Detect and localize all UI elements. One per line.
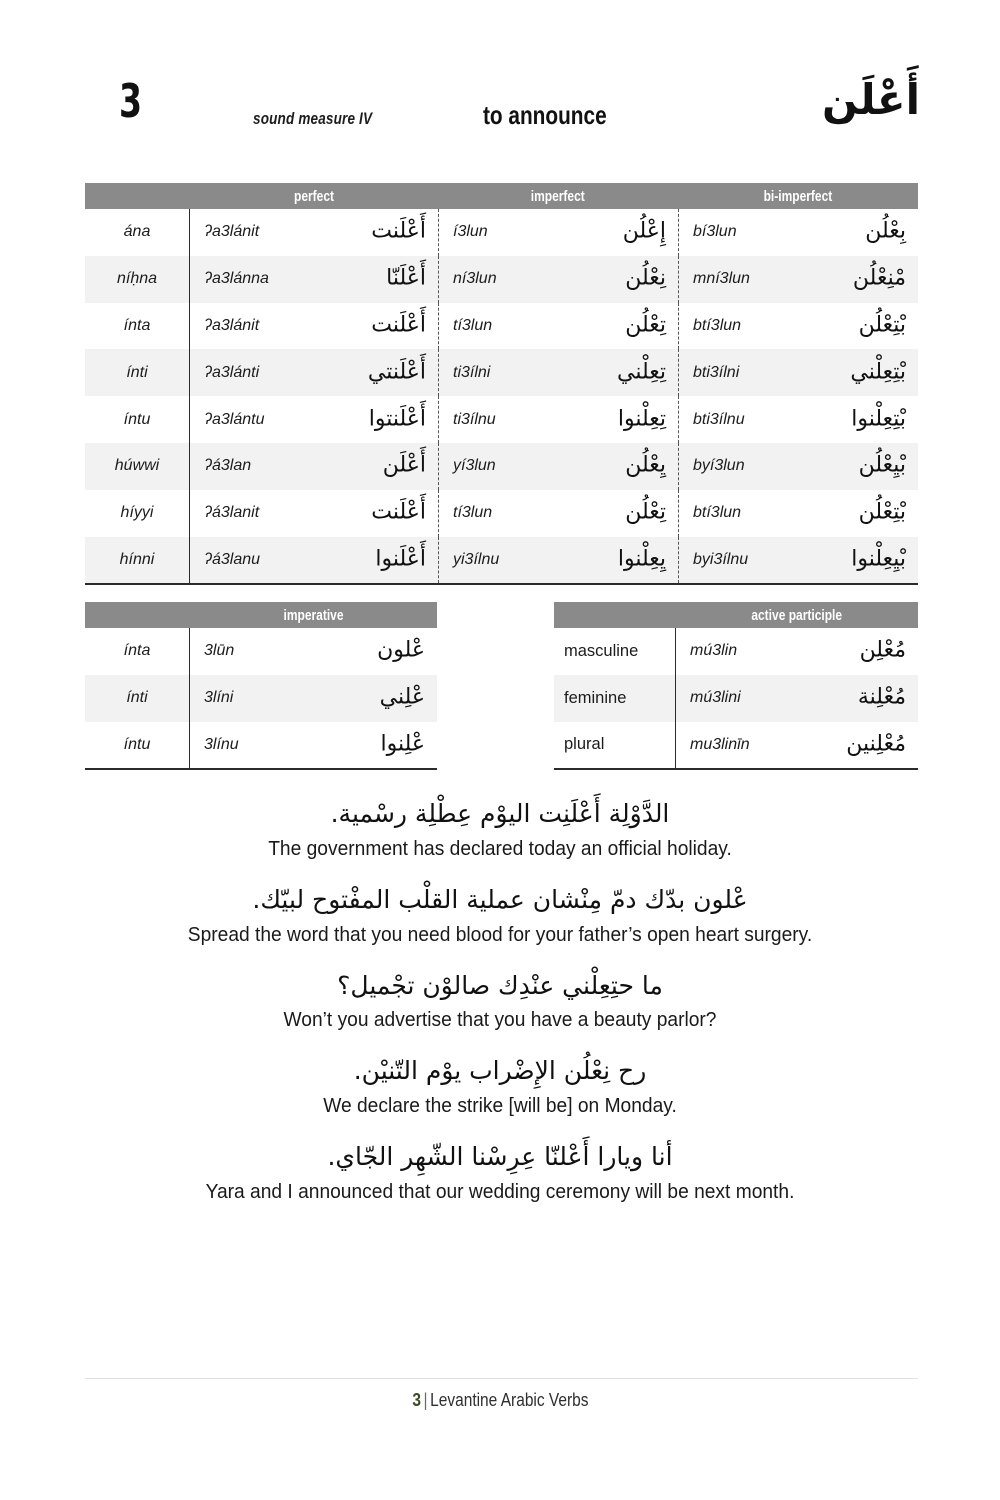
transliteration: tí3lun	[453, 504, 493, 522]
example-sentence	[60, 1052, 940, 1120]
transliteration: btí3lun	[693, 504, 742, 522]
gender-label-cell: plural	[554, 722, 676, 769]
transliteration: 3líni	[204, 689, 234, 707]
table-row	[85, 722, 437, 769]
transliteration: mní3lun	[693, 270, 750, 288]
example-sentence	[60, 795, 940, 863]
transliteration: ʔa3lánti	[204, 363, 260, 381]
arabic-form: عْلون	[377, 637, 425, 663]
example-translation: We declare the strike [will be] on Monday.	[323, 1095, 677, 1117]
column-header-pronoun	[85, 183, 190, 209]
column-header-imperative: imperative	[190, 602, 437, 628]
table-row	[85, 303, 918, 350]
transliteration: ʔa3lánna	[204, 270, 269, 288]
arabic-form: نِعْلُن	[625, 265, 666, 291]
bi-imperfect-cell	[678, 537, 918, 584]
arabic-form: إِعْلُن	[622, 218, 666, 244]
transliteration: bti3ílni	[693, 363, 740, 381]
active-participle-table	[554, 602, 918, 770]
participle-cell	[676, 628, 918, 675]
arabic-form: عْلِنوا	[380, 731, 425, 757]
pronoun-cell: íntu	[85, 396, 190, 443]
perfect-cell	[190, 490, 438, 537]
transliteration: mu3linīn	[690, 735, 750, 753]
arabic-form: مُعْلِنين	[846, 731, 906, 757]
conjugation-table-header-row	[85, 183, 918, 209]
imperative-cell	[190, 628, 437, 675]
transliteration: 3lūn	[204, 642, 235, 660]
participle-header-spacer	[554, 602, 676, 628]
footer-book-title: Levantine Arabic Verbs	[429, 1390, 589, 1410]
example-translation: Yara and I announced that our wedding ceremony will be next month.	[205, 1180, 795, 1203]
arabic-form: بْتِعْلُن	[858, 312, 906, 338]
example-arabic: أنا ويارا أَعْلنّا عِرِسْنا الشّهِر الجّاي.	[327, 1142, 673, 1171]
transliteration: yi3ílnu	[453, 550, 500, 568]
example-arabic: ما حتِعِلْني عنْدِك صالوْن تجْميل؟	[337, 970, 663, 1000]
example-translation: The government has declared today an official holiday.	[268, 837, 732, 860]
arabic-form: تِعِلْنوا	[617, 406, 666, 432]
example-arabic: رح نِعْلُن الإِضْراب يوْم التّنيْن.	[353, 1056, 647, 1086]
transliteration: btí3lun	[693, 316, 742, 334]
example-translation: Won’t you advertise that you have a beauty parlor?	[283, 1009, 717, 1032]
transliteration: í3lun	[453, 223, 488, 241]
arabic-form: تِعْلُن	[625, 499, 666, 525]
bi-imperfect-cell	[678, 303, 918, 350]
imperfect-cell	[438, 209, 678, 256]
imperfect-cell	[438, 443, 678, 490]
transliteration: bti3ílnu	[693, 410, 745, 428]
perfect-cell	[190, 396, 438, 443]
footer-page-number: 3	[411, 1390, 421, 1410]
example-arabic: الدَّوْلِة أَعْلَنِت اليوْم عِطْلِة رسْمية.	[330, 799, 670, 828]
participle-cell	[676, 675, 918, 722]
pronoun-cell: ínta	[85, 628, 190, 675]
footer-separator: |	[423, 1390, 428, 1410]
arabic-form: بْيِعْلُن	[858, 452, 906, 478]
arabic-form: تِعِلْني	[617, 359, 666, 385]
verb-measure-label: sound measure IV	[253, 110, 373, 128]
transliteration: tí3lun	[453, 316, 493, 334]
participle-table-body	[554, 628, 918, 770]
table-row	[85, 349, 918, 396]
arabic-form: أَعْلَنتوا	[368, 406, 426, 432]
transliteration: ʔa3lánit	[204, 223, 260, 241]
imperfect-cell	[438, 349, 678, 396]
table-row	[85, 675, 437, 722]
participle-cell	[676, 722, 918, 769]
table-row	[85, 490, 918, 537]
table-row	[85, 537, 918, 584]
transliteration: yí3lun	[453, 457, 496, 475]
imperfect-cell	[438, 303, 678, 350]
perfect-cell	[190, 256, 438, 303]
perfect-cell	[190, 303, 438, 350]
pronoun-cell: níḥna	[85, 256, 190, 303]
arabic-form: يِعِلْنوا	[617, 546, 666, 572]
column-header-perfect: perfect	[190, 183, 438, 209]
imperative-cell	[190, 722, 437, 769]
perfect-cell	[190, 209, 438, 256]
pronoun-cell: híyyi	[85, 490, 190, 537]
transliteration: ʔá3lan	[204, 457, 252, 475]
imperative-cell	[190, 675, 437, 722]
pronoun-cell: ínti	[85, 675, 190, 722]
arabic-form: تِعْلُن	[625, 312, 666, 338]
transliteration: 3línu	[204, 735, 239, 753]
example-sentence	[60, 881, 940, 949]
gender-label-cell: feminine	[554, 675, 676, 722]
perfect-cell	[190, 443, 438, 490]
bi-imperfect-cell	[678, 349, 918, 396]
example-sentences	[60, 795, 940, 1224]
arabic-form: أَعْلَنت	[371, 312, 426, 338]
imperative-table-header-row	[85, 602, 437, 628]
column-header-bi-imperfect: bi-imperfect	[678, 183, 918, 209]
transliteration: byí3lun	[693, 457, 745, 475]
bi-imperfect-cell	[678, 490, 918, 537]
conjugation-table	[85, 183, 918, 585]
footer-divider	[85, 1378, 918, 1379]
bi-imperfect-cell	[678, 443, 918, 490]
example-sentence	[60, 967, 940, 1035]
column-header-active-participle: active participle	[676, 602, 918, 628]
imperfect-cell	[438, 256, 678, 303]
table-row	[85, 256, 918, 303]
example-arabic: عْلون بدّك دمّ مِنْشان عملية القلْب المفْتوح لبيّك.	[252, 884, 748, 914]
bi-imperfect-cell	[678, 396, 918, 443]
imperative-table-body	[85, 628, 437, 770]
pronoun-cell: ínta	[85, 303, 190, 350]
transliteration: ʔa3lántu	[204, 410, 265, 428]
perfect-cell	[190, 349, 438, 396]
table-row	[85, 443, 918, 490]
verb-meaning: to announce	[483, 100, 607, 130]
arabic-form: أَعْلَنتي	[367, 359, 426, 385]
pronoun-cell: hínni	[85, 537, 190, 584]
arabic-form: بْيِعِلْنوا	[851, 546, 906, 572]
transliteration: bí3lun	[693, 223, 737, 241]
arabic-form: أَعْلَنت	[371, 218, 426, 244]
participle-table-header-row	[554, 602, 918, 628]
arabic-form: أَعْلَنّا	[386, 265, 426, 291]
pronoun-cell: ána	[85, 209, 190, 256]
arabic-form: مُعْلِنة	[857, 684, 906, 710]
arabic-form: مُعْلِن	[859, 637, 906, 663]
imperfect-cell	[438, 396, 678, 443]
arabic-form: مْنِعْلُن	[852, 265, 906, 291]
perfect-cell	[190, 537, 438, 584]
arabic-form: بْتِعِلْنوا	[851, 406, 906, 432]
transliteration: ʔa3lánit	[204, 316, 260, 334]
transliteration: mú3lin	[690, 642, 738, 660]
example-sentence	[60, 1138, 940, 1206]
example-translation: Spread the word that you need blood for your father’s open heart surgery.	[187, 923, 813, 946]
transliteration: byi3ílnu	[693, 550, 749, 568]
bi-imperfect-cell	[678, 209, 918, 256]
transliteration: ʔá3lanit	[204, 504, 260, 522]
pronoun-cell: húwwi	[85, 443, 190, 490]
column-header-imperfect: imperfect	[438, 183, 678, 209]
transliteration: ʔá3lanu	[204, 550, 261, 568]
pronoun-cell: ínti	[85, 349, 190, 396]
transliteration: ti3ílni	[453, 363, 491, 381]
arabic-form: بْتِعْلُن	[858, 499, 906, 525]
gender-label-cell: masculine	[554, 628, 676, 675]
transliteration: mú3lini	[690, 689, 741, 707]
bi-imperfect-cell	[678, 256, 918, 303]
imperfect-cell	[438, 490, 678, 537]
arabic-form: بْتِعِلْني	[850, 359, 906, 385]
arabic-form: أَعْلَن	[382, 452, 426, 478]
table-row	[554, 628, 918, 675]
table-row	[554, 675, 918, 722]
table-row	[85, 628, 437, 675]
arabic-form: أَعْلَنت	[371, 499, 426, 525]
imperfect-cell	[438, 537, 678, 584]
transliteration: ti3ílnu	[453, 410, 496, 428]
footer-inner	[412, 1390, 588, 1411]
verb-entry-number: 3	[119, 74, 142, 128]
arabic-form: أَعْلَنوا	[375, 546, 426, 572]
page-footer	[0, 1390, 1000, 1411]
imperative-header-spacer	[85, 602, 190, 628]
pronoun-cell: íntu	[85, 722, 190, 769]
table-row	[85, 396, 918, 443]
arabic-form: بِعْلُن	[865, 218, 906, 244]
imperative-table	[85, 602, 437, 770]
arabic-form: عْلِني	[379, 684, 425, 710]
page-header	[85, 74, 920, 156]
arabic-form: يِعْلُن	[625, 452, 666, 478]
transliteration: ní3lun	[453, 270, 497, 288]
verb-headword-arabic: أَعْلَن	[821, 75, 920, 124]
table-row	[554, 722, 918, 769]
conjugation-table-body	[85, 209, 918, 585]
table-row	[85, 209, 918, 256]
